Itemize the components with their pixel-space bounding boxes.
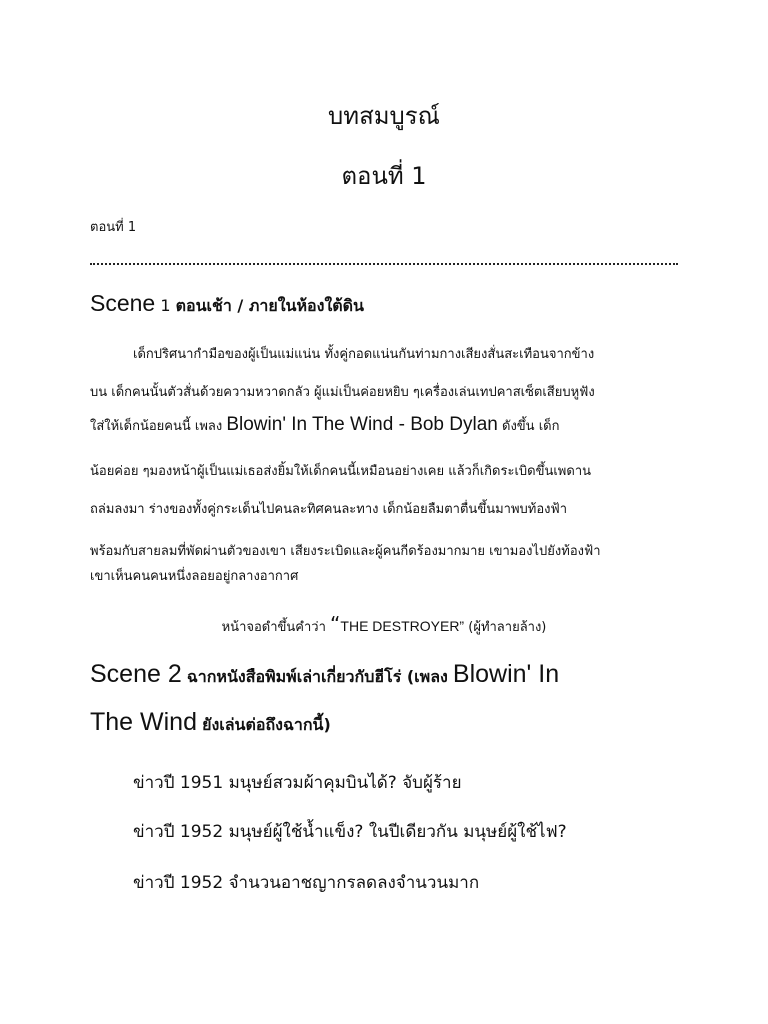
scene2-heading-line2 xyxy=(90,708,331,738)
caption-suffix: (ผู้ทำลายล้าง) xyxy=(468,620,547,635)
scene1-paragraph-line: ถล่มลงมา ร่างของทั้งคู่กระเด็นไปคนละทิศคนละทาง เด็กน้อยลืมตาตื่นขึ้นมาพบท้องฟ้า xyxy=(90,502,568,517)
song-title: Blowin' In The Wind - Bob Dylan xyxy=(226,414,498,435)
scene2-song-part: The Wind xyxy=(90,708,197,736)
news-item: ข่าวปี 1952 จำนวนอาชญากรลดลงจำนวนมาก xyxy=(133,873,480,893)
scene1-paragraph-line: เด็กปริศนากำมือของผู้เป็นแม่แน่น ทั้งคู่กอดแน่นกันท่ามกางเสียงสั่นสะเทือนจากข้าง xyxy=(133,347,595,362)
caption-open-quote: “ xyxy=(330,612,341,636)
chapter-label: ตอนที่ 1 xyxy=(90,220,137,235)
scene1-line-text: ดังขึ้น เด็ก xyxy=(502,419,560,434)
scene1-line-text: ใส่ให้เด็กน้อยคนนี้ เพลง xyxy=(90,419,223,434)
scene1-paragraph-line: พร้อมกับสายลมที่พัดผ่านตัวของเขา เสียงระเบิดและผู้คนกีดร้องมากมาย เขามองไปยังท้องฟ้า xyxy=(90,544,601,559)
scene1-paragraph-line-song xyxy=(90,414,559,436)
scene1-paragraph-line: บน เด็กคนนั้นตัวสั่นด้วยความหวาดกลัว ผู้แม่เป็นค่อยหยิบ ๆเครื่องเล่นเทปคาสเซ็ตเสียบหูฟัง xyxy=(90,385,595,400)
news-item: ข่าวปี 1952 มนุษย์ผู้ใช้น้ำแข็ง? ในปีเดียวกัน มนุษย์ผู้ใช้ไฟ? xyxy=(133,822,567,842)
scene1-paragraph-line: น้อยค่อย ๆมองหน้าผู้เป็นแม่เธอส่งยิ้มให้เด็กคนนี้เหมือนอย่างเคย แล้วก็เกิดระเบิดขึ้นเพดาน xyxy=(90,464,592,479)
scene2-song-part: Blowin' In xyxy=(452,660,560,688)
scene2-heading-en: Scene 2 xyxy=(90,660,182,688)
scene1-heading-en: Scene xyxy=(90,290,156,316)
scene1-heading-number: 1 xyxy=(160,296,171,315)
dotted-divider xyxy=(90,263,678,265)
document-subtitle: ตอนที่ 1 xyxy=(341,162,427,190)
scene1-heading xyxy=(90,290,364,319)
scene1-paragraph-line: เขาเห็นคนคนหนึ่งลอยอยู่กลางอากาศ xyxy=(90,569,299,584)
news-item: ข่าวปี 1951 มนุษย์สวมผ้าคุมบินได้? จับผู้ร้าย xyxy=(133,773,462,793)
caption-title: THE DESTROYER” xyxy=(340,618,465,634)
scene2-heading-th: ยังเล่นต่อถึงฉากนี้) xyxy=(202,715,331,734)
screen-caption xyxy=(0,612,768,637)
scene2-heading-th: ฉากหนังสือพิมพ์เล่าเกี่ยวกับฮีโร่ (เพลง xyxy=(186,667,448,686)
scene2-heading-line1 xyxy=(90,660,559,690)
document-title: บทสมบูรณ์ xyxy=(328,102,440,130)
caption-prefix: หน้าจอดำขึ้นคำว่า xyxy=(221,620,326,635)
scene1-heading-th: ตอนเช้า / ภายในห้องใต้ดิน xyxy=(175,296,364,315)
